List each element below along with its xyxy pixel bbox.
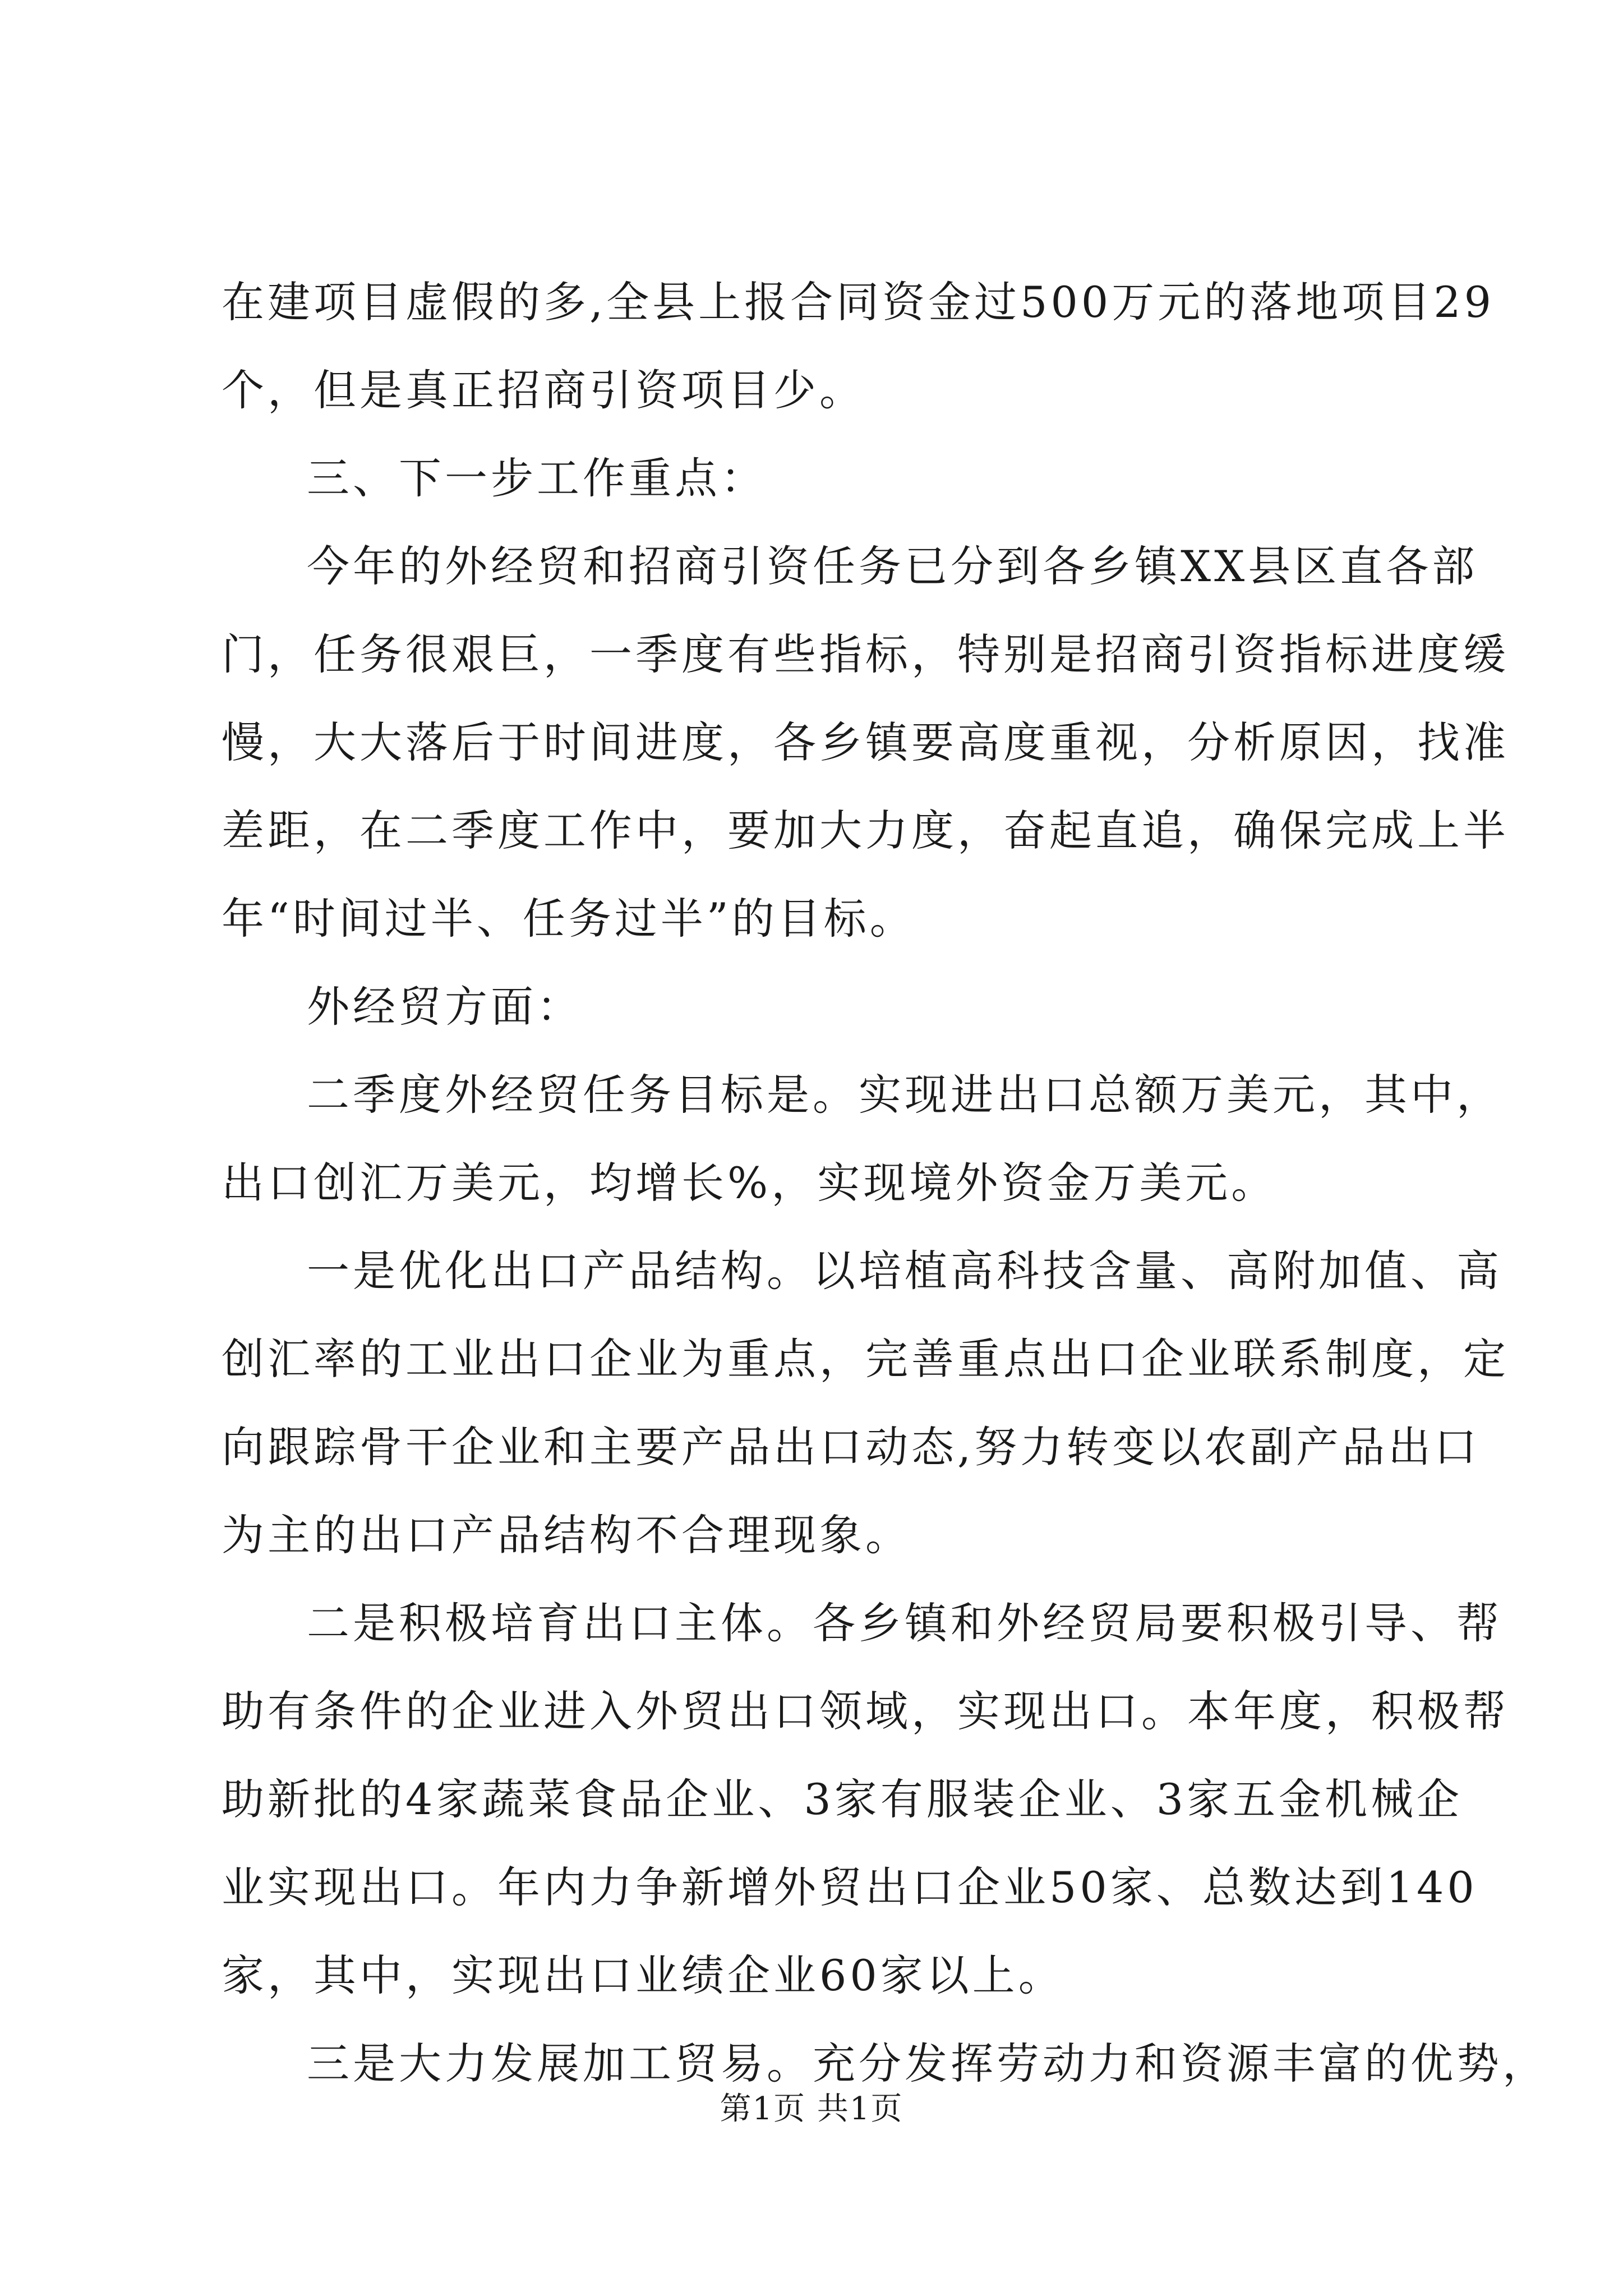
- page-number-footer: 第1页 共1页: [720, 2091, 903, 2127]
- text-line: 慢，大大落后于时间进度，各乡镇要高度重视，分析原因，找准: [222, 717, 1509, 767]
- subsection-heading: 外经贸方面：: [307, 982, 583, 1032]
- text-line: 三是大力发展加工贸易。充分发挥劳动力和资源丰富的优势，: [307, 2039, 1548, 2088]
- text-line: 为主的出口产品结构不合理现象。: [222, 1510, 911, 1560]
- text-line: 在建项目虚假的多,全县上报合同资金过500万元的落地项目29: [222, 277, 1495, 327]
- text-line: 门，任务很艰巨，一季度有些指标，特别是招商引资指标进度缓: [222, 629, 1509, 679]
- text-line: 二是积极培育出口主体。各乡镇和外经贸局要积极引导、帮: [307, 1598, 1502, 1648]
- text-line: 助新批的4家蔬菜食品企业、3家有服装企业、3家五金机械企: [222, 1774, 1463, 1824]
- text-line: 向跟踪骨干企业和主要产品出口动态,努力转变以农副产品出口: [222, 1422, 1481, 1472]
- text-line: 一是优化出口产品结构。以培植高科技含量、高附加值、高: [307, 1246, 1502, 1296]
- text-line: 出口创汇万美元，均增长%，实现境外资金万美元。: [222, 1158, 1278, 1208]
- text-line: 今年的外经贸和招商引资任务已分到各乡镇XX县区直各部: [307, 541, 1478, 591]
- section-heading: 三、下一步工作重点：: [307, 453, 767, 503]
- text-line: 创汇率的工业出口企业为重点，完善重点出口企业联系制度，定: [222, 1334, 1509, 1384]
- document-body: [222, 258, 1548, 2108]
- text-line: 年“时间过半、任务过半”的目标。: [222, 894, 916, 944]
- text-line: 个，但是真正招商引资项目少。: [222, 365, 865, 415]
- text-line: 业实现出口。年内力争新增外贸出口企业50家、总数达到140: [222, 1862, 1478, 1912]
- text-line: 助有条件的企业进入外贸出口领域，实现出口。本年度，积极帮: [222, 1686, 1509, 1736]
- text-line: 二季度外经贸任务目标是。实现进出口总额万美元，其中，: [307, 1070, 1502, 1120]
- text-line: 家，其中，实现出口业绩企业60家以上。: [222, 1950, 1064, 2000]
- text-line: 差距，在二季度工作中，要加大力度，奋起直追，确保完成上半: [222, 806, 1509, 855]
